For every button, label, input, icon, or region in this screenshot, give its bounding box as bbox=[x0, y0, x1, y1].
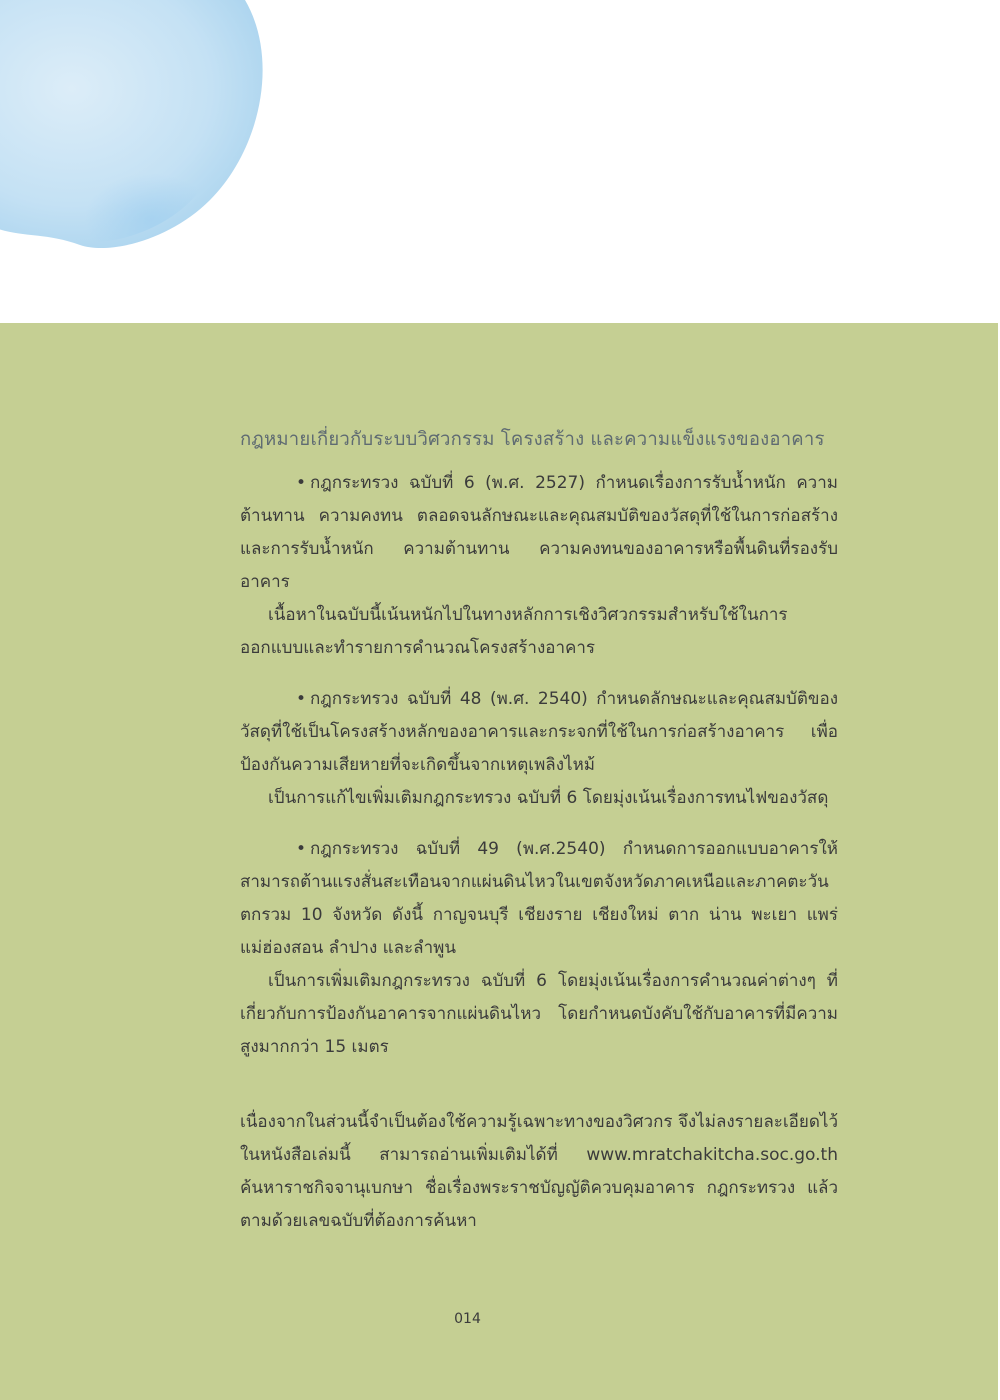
bullet-icon: • bbox=[296, 473, 307, 493]
law-block-1 bbox=[240, 467, 838, 665]
bullet-icon: • bbox=[296, 839, 307, 859]
bullet-icon: • bbox=[296, 689, 307, 709]
reference-note: เนื่องจากในส่วนนี้จำเป็นต้องใช้ความรู้เฉพาะทางของวิศวกร จึงไม่ลงรายละเอียดไว้ในหนังสือเล่มนี้ สามารถอ่านเพิ่มเติมได้ที่ www.mratchakitcha.soc.go.th ค้นหาราชกิจจานุเบกษา ชื่อเรื่องพระราชบัญญัติควบคุมอาคาร กฎกระทรวง แล้วตามด้วยเลขฉบับที่ต้องการค้นหา bbox=[240, 1112, 838, 1231]
law-heading-text: กฎกระทรวง ฉบับที่ 48 (พ.ศ. 2540) กำหนดลักษณะและคุณสมบัติของวัสดุที่ใช้เป็นโครงสร้างหลักของอาคารและกระจกที่ใช้ในการก่อสร้างอาคาร เพื่อป้องกันความเสียหายที่จะเกิดขึ้นจากเหตุเพลิงไหม้ bbox=[240, 689, 838, 775]
law-heading bbox=[240, 833, 838, 965]
law-heading bbox=[240, 683, 838, 782]
law-heading-text: กฎกระทรวง ฉบับที่ 6 (พ.ศ. 2527) กำหนดเรื่องการรับน้ำหนัก ความต้านทาน ความคงทน ตลอดจนลักษณะและคุณสมบัติของวัสดุที่ใช้ในการก่อสร้าง และการรับน้ำหนัก ความต้านทาน ความคงทนของอาคารหรือพื้นดินที่รองรับอาคาร bbox=[240, 473, 838, 592]
page-number: 014 bbox=[454, 1311, 481, 1327]
section-title: กฎหมายเกี่ยวกับระบบวิศวกรรม โครงสร้าง และความแข็งแรงของอาคาร bbox=[240, 429, 825, 450]
law-detail: เป็นการแก้ไขเพิ่มเติมกฎกระทรวง ฉบับที่ 6 โดยมุ่งเน้นเรื่องการทนไฟของวัสดุ bbox=[268, 788, 829, 808]
law-heading bbox=[240, 467, 838, 599]
law-detail: เป็นการเพิ่มเติมกฎกระทรวง ฉบับที่ 6 โดยมุ่งเน้นเรื่องการคำนวณค่าต่างๆ ที่เกี่ยวกับการป้องกันอาคารจากแผ่นดินไหว โดยกำหนดบังคับใช้กับอาคารที่มีความสูงมากกว่า 15 เมตร bbox=[240, 971, 838, 1057]
watercolor-blob-decoration bbox=[0, 0, 270, 260]
law-block-2 bbox=[240, 683, 838, 815]
article-body bbox=[240, 423, 838, 1238]
law-heading-text: กฎกระทรวง ฉบับที่ 49 (พ.ศ.2540) กำหนดการออกแบบอาคารให้สามารถต้านแรงสั่นสะเทือนจากแผ่นดินไหวในเขตจังหวัดภาคเหนือและภาคตะวันตกรวม 10 จังหวัด ดังนี้ กาญจนบุรี เชียงราย เชียงใหม่ ตาก น่าน พะเยา แพร่ แม่ฮ่องสอน ลำปาง และลำพูน bbox=[240, 839, 838, 958]
law-block-3 bbox=[240, 833, 838, 1064]
law-detail: เนื้อหาในฉบับนี้เน้นหนักไปในทางหลักการเชิงวิศวกรรมสำหรับใช้ในการออกแบบและทำรายการคำนวณโครงสร้างอาคาร bbox=[240, 605, 788, 658]
